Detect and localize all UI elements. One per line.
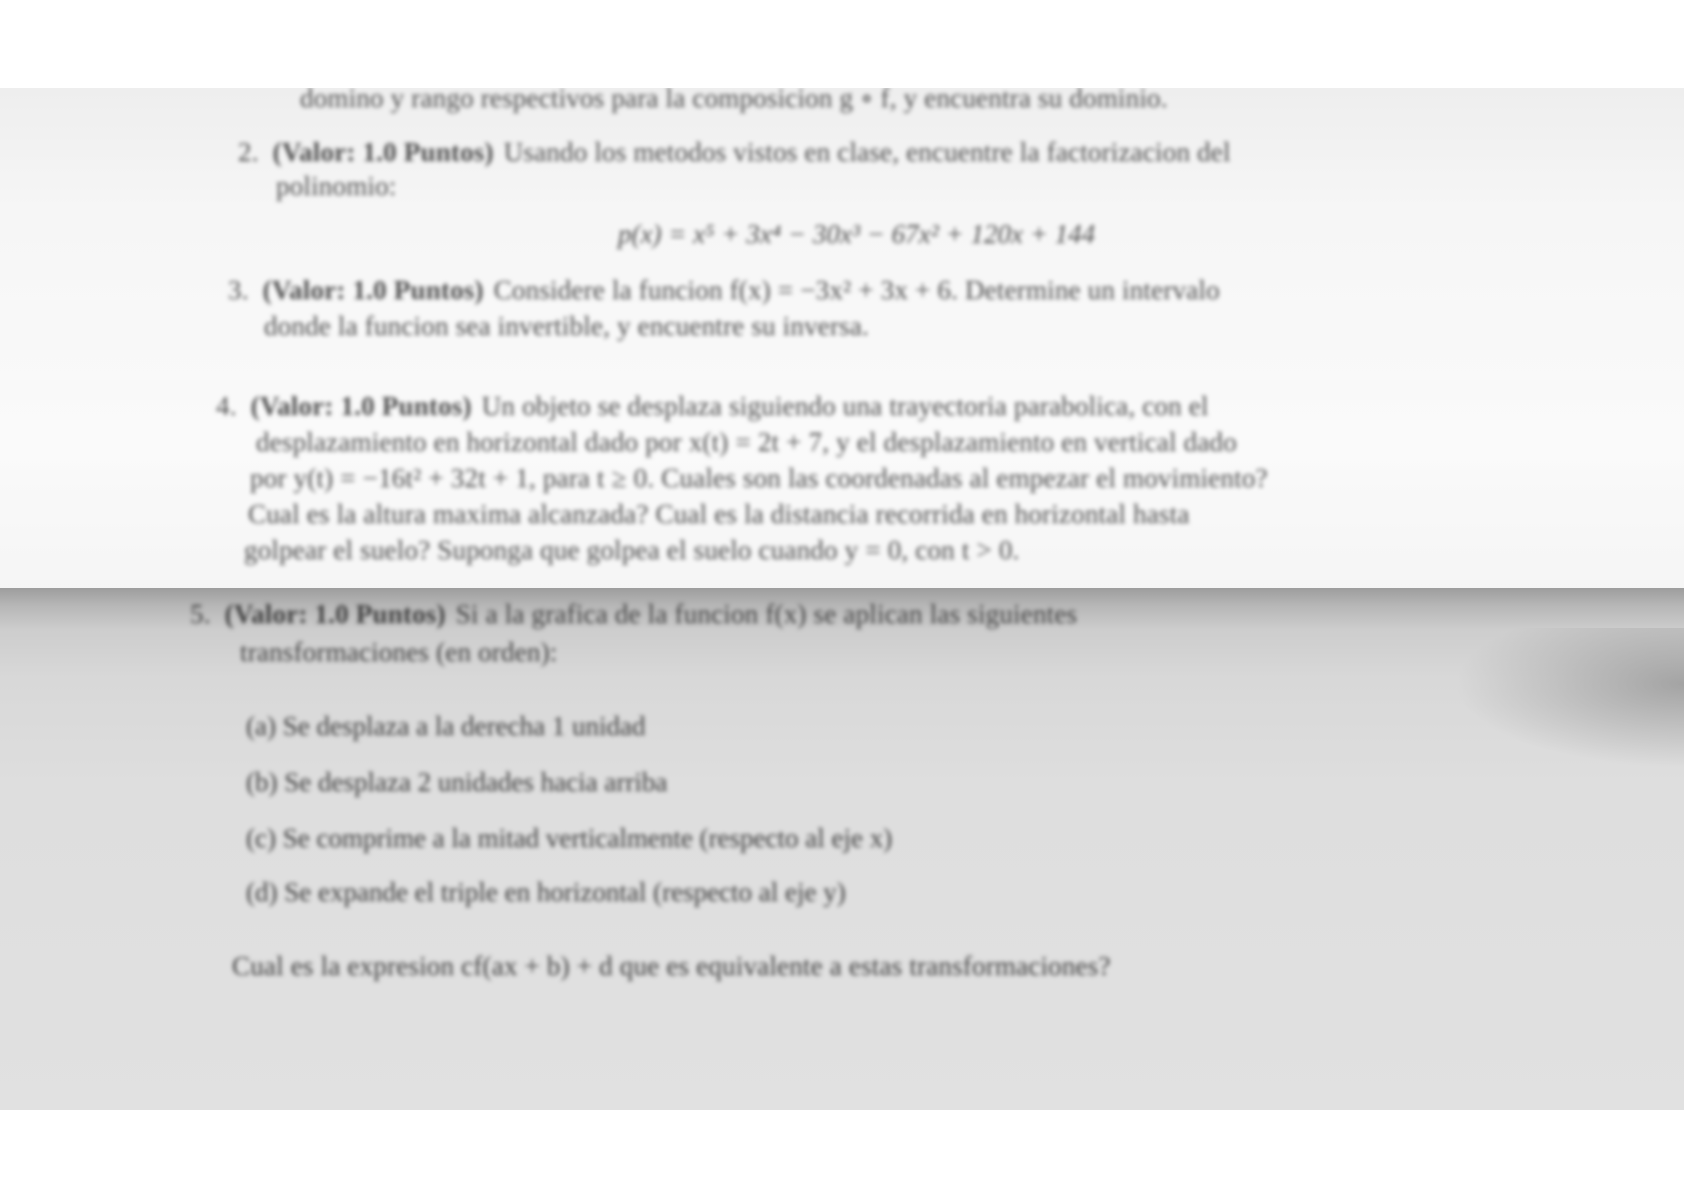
problem-5-line-2: [240, 636, 557, 668]
problem-3-line-2: [264, 310, 869, 342]
problem-5-points: (Valor: 1.0 Puntos): [224, 599, 446, 629]
problem-3-text-1: Considere la funcion f(x) = −3x² + 3x + 6. Determine un intervalo: [493, 275, 1220, 305]
cut-off-line: [300, 88, 1168, 114]
problem-2-number: 2.: [238, 137, 259, 167]
problem-5-number: 5.: [190, 599, 211, 629]
problem-2-text-2: polinomio:: [276, 171, 397, 201]
problem-2-equation: [618, 218, 1095, 250]
problem-5-item-b: [246, 766, 667, 798]
problem-2-line-2: [276, 170, 397, 202]
problem-5-item-d: [246, 876, 846, 908]
problem-4-text-2: desplazamiento en horizontal dado por x(t) = 2t + 7, y el desplazamiento en vertical dado: [256, 427, 1237, 457]
sheet-text: [0, 88, 1684, 1110]
problem-4-text-5: golpear el suelo? Suponga que golpea el suelo cuando y = 0, con t > 0.: [244, 535, 1020, 565]
problem-3-text-2: donde la funcion sea invertible, y encuentre su inversa.: [264, 311, 869, 341]
problem-5-item-d-text: (d) Se expande el triple en horizontal (respecto al eje y): [246, 877, 846, 907]
problem-4-line-1: [216, 390, 1209, 422]
problem-5-closing-text: Cual es la expresion cf(ax + b) + d que es equivalente a estas transformaciones?: [232, 951, 1111, 981]
problem-5-closing: [232, 950, 1111, 982]
problem-5-item-c: [246, 822, 892, 854]
problem-4-text-3: por y(t) = −16t² + 32t + 1, para t ≥ 0. Cuales son las coordenadas al empezar el movimiento?: [250, 463, 1268, 493]
problem-4-line-2: [256, 426, 1237, 458]
problem-3-number: 3.: [228, 275, 249, 305]
problem-5-item-a-text: (a) Se desplaza a la derecha 1 unidad: [246, 711, 646, 741]
cut-off-line-text: domino y rango respectivos para la composicion g ∘ f, y encuentra su dominio.: [300, 88, 1168, 113]
problem-4-text-1: Un objeto se desplaza siguiendo una trayectoria parabolica, con el: [481, 391, 1209, 421]
problem-2-equation-text: p(x) = x⁵ + 3x⁴ − 30x³ − 67x² + 120x + 144: [618, 219, 1096, 249]
problem-4-line-4: [248, 498, 1190, 530]
problem-3-points: (Valor: 1.0 Puntos): [262, 275, 484, 305]
problem-2-line-1: [238, 136, 1231, 168]
problem-5-item-b-text: (b) Se desplaza 2 unidades hacia arriba: [246, 767, 668, 797]
problem-4-line-5: [244, 534, 1020, 566]
problem-4-text-4: Cual es la altura maxima alcanzada? Cual es la distancia recorrida en horizontal hasta: [248, 499, 1190, 529]
problem-5-item-c-text: (c) Se comprime a la mitad verticalmente (respecto al eje x): [246, 823, 893, 853]
problem-4-number: 4.: [216, 391, 237, 421]
problem-5-text-2: transformaciones (en orden):: [240, 637, 558, 667]
problem-2-points: (Valor: 1.0 Puntos): [272, 137, 494, 167]
problem-5-line-1: [190, 598, 1077, 630]
problem-5-item-a: [246, 710, 646, 742]
problem-2-text-1: Usando los metodos vistos en clase, encuentre la factorizacion del: [503, 137, 1231, 167]
problem-4-points: (Valor: 1.0 Puntos): [250, 391, 472, 421]
problem-4-line-3: [250, 462, 1268, 494]
problem-3-line-1: [228, 274, 1220, 306]
problem-5-text-1: Si a la grafica de la funcion f(x) se aplican las siguientes: [455, 599, 1078, 629]
exam-sheet: [0, 88, 1684, 1110]
